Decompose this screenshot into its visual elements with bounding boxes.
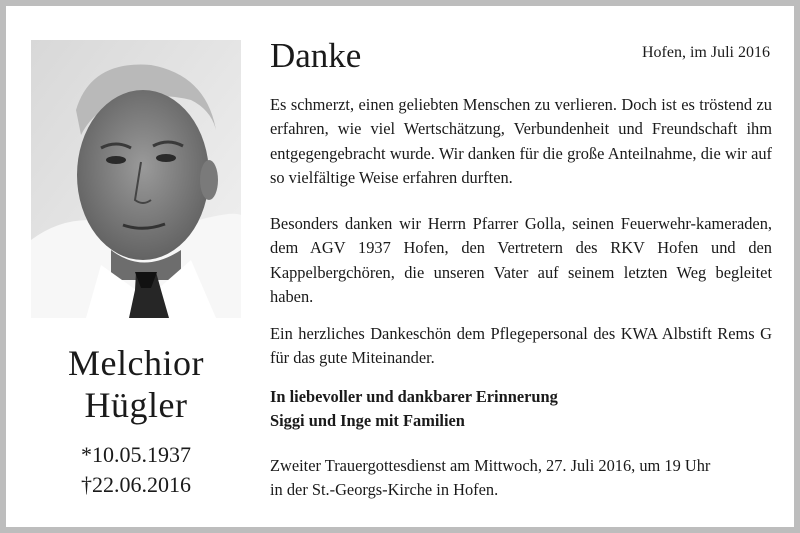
signature xyxy=(270,385,772,434)
paragraph-special-thanks: Besonders danken wir Herrn Pfarrer Golla, seinen Feuerwehr-kameraden, dem AGV 1937 Hofen, den Vertretern des RKV Hofen und den Kappelbergchören, die unseren Vater auf seinem letzten Weg begleitet haben. xyxy=(270,214,772,307)
death-date: †22.06.2016 xyxy=(81,472,191,497)
obituary-card xyxy=(6,6,794,527)
deceased-last-name: Hügler xyxy=(84,385,188,425)
service-line: Zweiter Trauergottesdienst am Mittwoch, 27. Juli 2016, um 19 Uhr xyxy=(270,456,711,475)
place-and-date: Hofen, im Juli 2016 xyxy=(642,44,770,61)
portrait-photo xyxy=(31,40,241,318)
paragraph-thanks: Es schmerzt, einen geliebten Menschen zu verlieren. Doch ist es tröstend zu erfahren, wie viel Wertschätzung, Verbundenheit und Freundschaft ihm entgegengebracht wurde. Wir danken für die große Anteilnahme, die wir auf so vielfältige Weise erfahren durften. xyxy=(270,95,772,188)
signature-names: Siggi und Inge mit Familien xyxy=(270,411,465,431)
service-location: in der St.-Georgs-Kirche in Hofen. xyxy=(270,480,499,500)
birth-date: *10.05.1937 xyxy=(81,442,191,467)
service-announcement xyxy=(270,454,772,503)
deceased-first-name: Melchior xyxy=(68,343,204,383)
paragraph-care-staff: Ein herzliches Dankeschön dem Pflegepersonal des KWA Albstift Rems G für das gute Miteinander. xyxy=(270,324,772,368)
notice-title: Danke xyxy=(270,36,362,75)
signature-line: In liebevoller und dankbarer Erinnerung xyxy=(270,387,558,406)
